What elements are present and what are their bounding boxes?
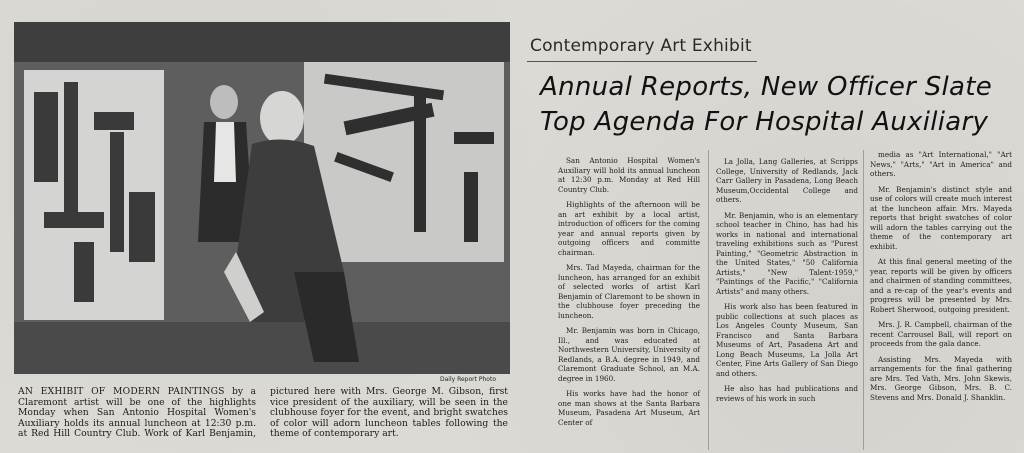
paragraph: media as "Art International," "Art News," "Arts," "Art in America" and others. — [870, 150, 1012, 178]
headline-line-1: Annual Reports, New Officer Slate — [540, 72, 993, 102]
photo-credit: Daily Report Photo — [440, 376, 497, 383]
article-kicker: Contemporary Art Exhibit — [530, 36, 752, 56]
paragraph: At this final general meeting of the year, reports will be given by officers and chairmen of standing committees, and a re-cap of the year's events and progress will be presented by Mrs. Robert Sherwood, outgoing president. — [870, 257, 1012, 314]
paragraph: He also has had publications and reviews of his work in such — [716, 384, 858, 403]
kicker-divider — [527, 61, 757, 62]
paragraph: Assisting Mrs. Mayeda with arrangements for the final gathering are Mrs. Ted Vath, Mrs. John Skewis, Mrs. George Gibson, Mrs. B. C. Stevens and Mrs. Donald J. Shanklin. — [870, 354, 1012, 402]
paragraph: His work also has been featured in public collections at such places as Los Angeles County Museum, San Francisco and Santa Barbara Museums of Art, Pasadena Art and Long Beach Museums, La Jolla Art Center, Fine Arts Gallery of San Diego and others. — [716, 302, 858, 378]
paragraph: San Antonio Hospital Women's Auxiliary will hold its annual luncheon at 12:30 p.m. Monday at Red Hill Country Club. — [558, 156, 700, 194]
paragraph: Highlights of the afternoon will be an art exhibit by a local artist, introduction of officers for the coming year and annual reports given by outgoing officers and committe chairman. — [558, 200, 700, 257]
headline-line-2: Top Agenda For Hospital Auxiliary — [540, 107, 989, 137]
column-divider — [863, 150, 864, 450]
paragraph: His works have had the honor of one man shows at the Santa Barbara Museum, Pasadena Art Museum, Art Center of — [558, 389, 700, 427]
paragraph: Mr. Benjamin's distinct style and use of colors will create much interest at the luncheon affair. Mrs. Mayeda reports that bright swatches of color will adorn the tables carrying out the theme of the contemporary art exhibit. — [870, 184, 1012, 251]
caption-lead: AN EXHIBIT OF MODERN PAINTINGS — [18, 386, 225, 397]
article-column-1 — [558, 156, 700, 433]
caption-text: by a Claremont artist will be one of the highlights Monday when San Antonio Hospital Women's Auxiliary holds its annual luncheon at 12:30 p.m. at Red Hill Country Club. Work of Karl Benjamin, pictured here with Mrs. George M. Gibson, first vice president of the auxiliary, will be seen in the clubhouse foyer for the event, and bright swatches of color will adorn luncheon tables following the theme of contemporary art. — [18, 386, 508, 440]
paragraph: Mr. Benjamin was born in Chicago, Ill., and was educated at Northwestern University, University of Redlands, a B.A. degree in 1949, and Claremont Graduate School, an M.A. degree in 1960. — [558, 326, 700, 383]
article-column-3 — [870, 150, 1012, 408]
column-divider — [708, 150, 709, 450]
exhibit-photo — [14, 22, 510, 374]
article-headline — [540, 70, 1020, 140]
paragraph: Mrs. J. R. Campbell, chairman of the recent Carrousel Ball, will report on proceeds from the gala dance. — [870, 320, 1012, 348]
paragraph: Mr. Benjamin, who is an elementary school teacher in Chino, has had his works in national and international traveling exhibitions such as "Purest Painting," "Geometric Abstraction in the United States," "50 California Artists," "New Talent-1959," "Paintings of the Pacific," "California Artists" and many others. — [716, 210, 858, 296]
photo-caption — [18, 387, 508, 440]
article-column-2 — [716, 157, 858, 409]
paragraph: La Jolla, Lang Galleries, at Scripps College, University of Redlands, Jack Carr Gallery in Pasadena, Long Beach Museum,Occidental College and others. — [716, 157, 858, 204]
photo-illustration — [14, 22, 510, 374]
paragraph: Mrs. Tad Mayeda, chairman for the luncheon, has arranged for an exhibit of selected works of artist Karl Benjamin of Claremont to be shown in the clubhouse foyer preceding the luncheon. — [558, 263, 700, 320]
